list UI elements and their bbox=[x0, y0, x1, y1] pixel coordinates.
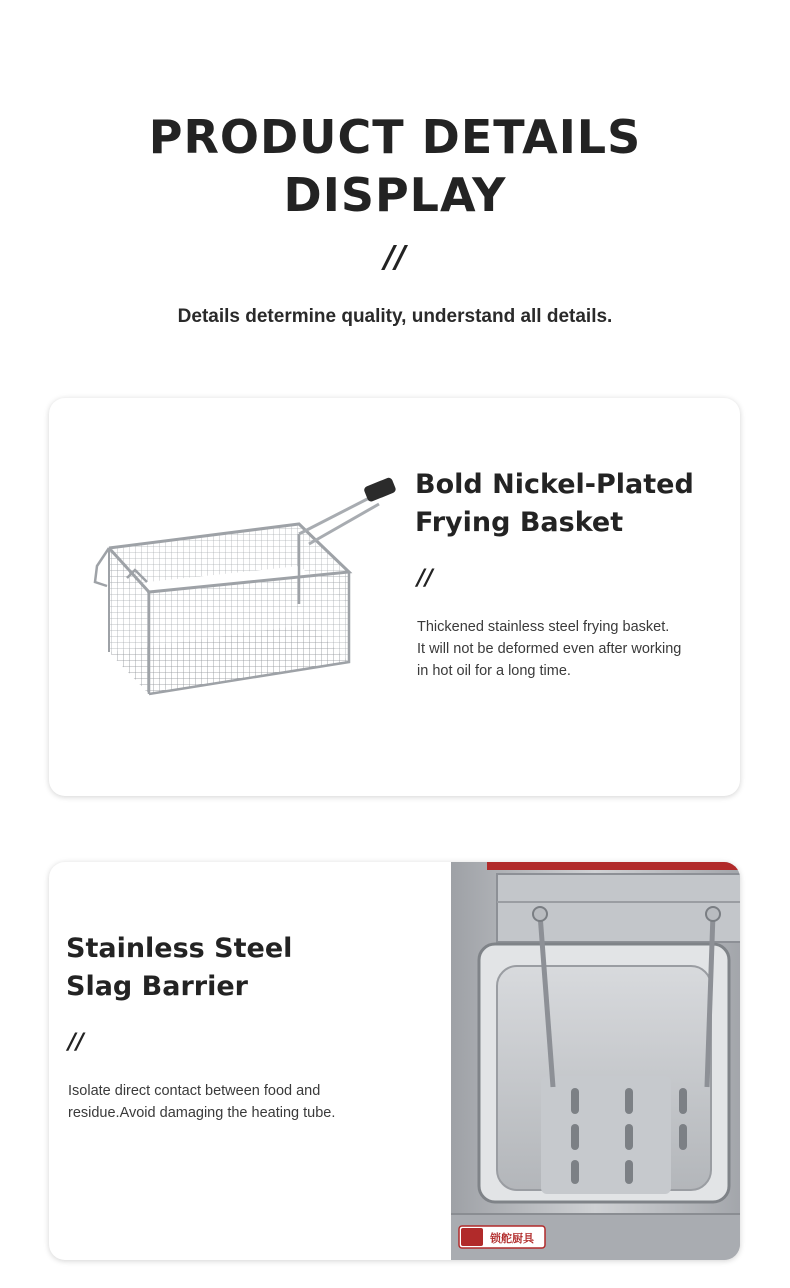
title-line-2: DISPLAY bbox=[283, 168, 507, 222]
fryer-tank-illustration bbox=[401, 862, 740, 1260]
feature-divider-basket: // bbox=[417, 566, 434, 591]
feature-card-slag-barrier bbox=[49, 862, 740, 1260]
brand-plate-text: 锁舵厨具 bbox=[490, 1232, 534, 1245]
feature-title-slag-barrier: Stainless Steel Slag Barrier bbox=[66, 933, 293, 1002]
feature-divider-slag-barrier: // bbox=[68, 1030, 85, 1055]
feature-title-basket: Bold Nickel-Plated Frying Basket bbox=[415, 469, 694, 538]
feature-description-slag-barrier: Isolate direct contact between food and residue.Avoid damaging the heating tube. bbox=[68, 1083, 336, 1121]
page-title bbox=[0, 108, 790, 224]
page-subtitle: Details determine quality, understand all details. bbox=[177, 306, 613, 327]
feature-card-basket bbox=[49, 398, 740, 796]
title-line-1: PRODUCT DETAILS bbox=[148, 110, 642, 164]
frying-basket-illustration bbox=[87, 474, 397, 704]
feature-description-basket: Thickened stainless steel frying basket. It will not be deformed even after working in hot oil for a long time. bbox=[417, 619, 682, 679]
title-divider: // bbox=[384, 240, 406, 275]
